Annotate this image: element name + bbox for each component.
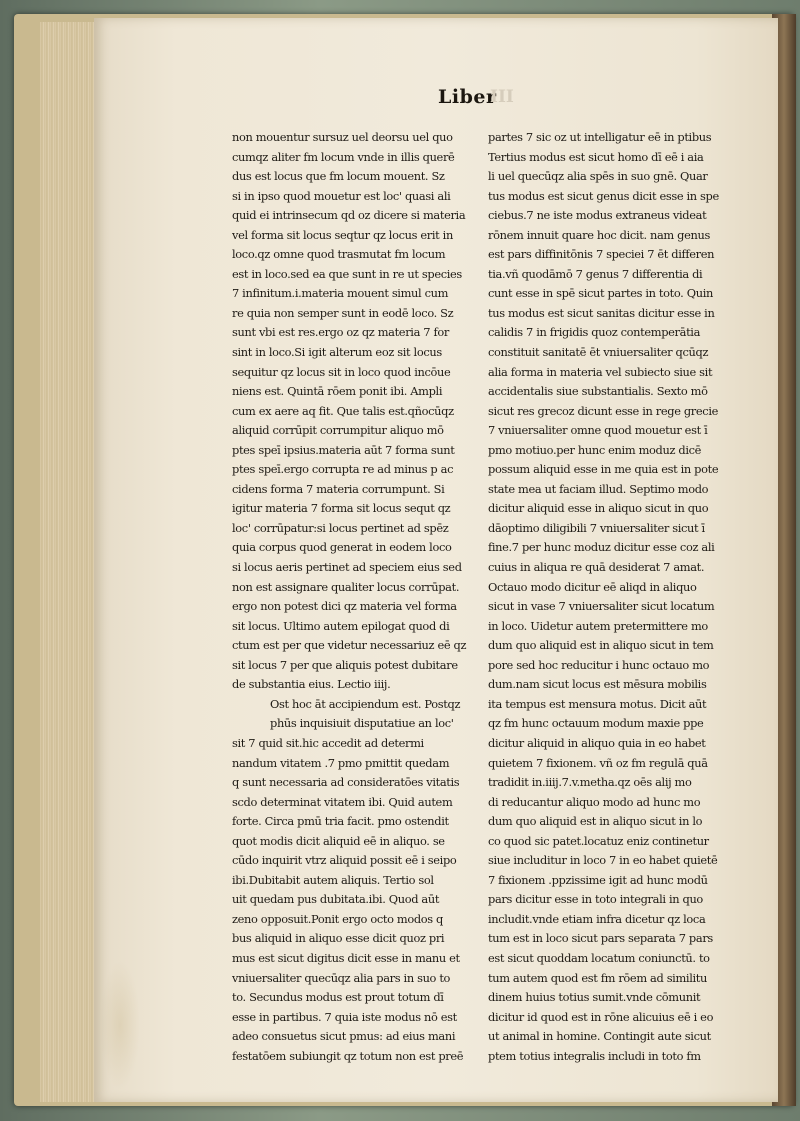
text-line: tus modus est sicut genus dicit esse in spe — [488, 188, 719, 203]
text-line: igitur materia 7 forma sit locus sequt qz — [232, 501, 451, 516]
text-line: ut animal in homine. Contingit aute sicut — [488, 1029, 711, 1044]
text-line: si locus aeris pertinet ad speciem eius sed — [232, 560, 462, 575]
text-line: ciebus.7 ne iste modus extraneus videat — [488, 208, 707, 223]
text-line: mus est sicut digitus dicit esse in manu et — [232, 950, 460, 965]
text-line: partes 7 sic oz ut intelligatur eē in ptibus — [488, 130, 712, 144]
text-line: cumqz aliter fm locum vnde in illis querē — [232, 149, 455, 164]
text-line: ctum est per que videtur necessariuz eē qz — [232, 638, 467, 653]
text-line: cidens forma 7 materia corrumpunt. Si — [232, 481, 445, 496]
text-line: siue includitur in loco 7 in eo habet quietē — [488, 853, 718, 868]
text-line: est sicut quoddam locatum coniunctū. to — [488, 950, 710, 965]
text-line: rōnem innuit quare hoc dicit. nam genus — [488, 227, 710, 242]
text-line: sicut res grecoz dicunt esse in rege grecie — [488, 403, 718, 418]
text-line: Octauo modo dicitur eē aliqd in aliquo — [488, 579, 697, 594]
text-line: 7 vniuersaliter omne quod mouetur est ī — [488, 423, 708, 438]
running-title-faint-mark: III — [490, 87, 514, 107]
text-line: niens est. Quintā rōem ponit ibi. Ampli — [232, 384, 443, 399]
text-line: tum autem quod est fm rōem ad similitu — [488, 970, 708, 985]
text-line: loco.qz omne quod trasmutat fm locum — [232, 247, 446, 262]
text-line: bus aliquid in aliquo esse dicit quoz pri — [232, 931, 445, 946]
text-line: zeno opposuit.Ponit ergo octo modos q — [232, 911, 443, 926]
text-line: dicitur id quod est in rōne alicuius eē i eo — [488, 1009, 714, 1024]
text-line: sequitur qz locus sit in loco quod incōue — [232, 364, 451, 379]
text-line: sunt vbi est res.ergo oz qz materia 7 for — [232, 325, 449, 340]
text-line: pmo motiuo.per hunc enim moduz dicē — [488, 442, 702, 457]
text-line: non mouentur sursuz uel deorsu uel quo — [232, 130, 453, 144]
text-line: ptem totius integralis includi in toto fm — [488, 1048, 701, 1063]
text-line: li uel quecūqz alia spēs in suo gnē. Quar — [488, 169, 708, 184]
text-line: dicitur aliquid in aliquo quia in eo habet — [488, 735, 706, 750]
text-line: di reducantur aliquo modo ad hunc mo — [488, 794, 701, 809]
left-text-column — [232, 128, 468, 1066]
text-line: q sunt necessaria ad consideratōes vitatis — [232, 775, 460, 790]
text-line: sint in loco.Si igit alterum eoz sit locus — [232, 345, 442, 360]
running-title: Liber — [438, 86, 497, 108]
right-text-column — [488, 128, 724, 1066]
text-line: co quod sic patet.locatuz eniz continetur — [488, 833, 709, 848]
text-line: scdo determinat vitatem ibi. Quid autem — [232, 794, 453, 809]
text-line: dāoptimo diligibili 7 vniuersaliter sicut ī — [488, 520, 705, 535]
text-line: forte. Circa pmū tria facit. pmo ostendit — [232, 814, 449, 829]
text-line: sit locus. Ultimo autem epilogat quod di — [232, 618, 450, 633]
text-line: adeo consuetus sicut pmus: ad eius mani — [232, 1029, 456, 1044]
text-line: nandum vitatem .7 pmo pmittit quedam — [232, 755, 450, 770]
text-line: cum ex aere aq fit. Que talis est.qñocūqz — [232, 403, 454, 418]
text-line: state mea ut faciam illud. Septimo modo — [488, 481, 709, 496]
text-line: sit 7 quid sit.hic accedit ad determi — [232, 735, 424, 750]
text-line: to. Secundus modus est prout totum dī — [232, 990, 444, 1005]
text-line: quietem 7 fixionem. vñ oz fm regulā quā — [488, 755, 708, 770]
text-line: dum quo aliquid est in aliquo sicut in tem — [488, 638, 714, 653]
text-line: dicitur aliquid esse in aliquo sicut in quo — [488, 501, 709, 516]
text-line: cunt esse in spē sicut partes in toto. Quin — [488, 286, 713, 301]
text-line: pore sed hoc reducitur i hunc octauo mo — [488, 657, 710, 672]
text-line: Ost hoc āt accipiendum est. Postqz — [270, 696, 461, 711]
text-line: sicut in vase 7 vniuersaliter sicut locatum — [488, 599, 715, 614]
text-line: loc' corrūpatur:si locus pertinet ad spēz — [232, 520, 449, 535]
text-line: dum.nam sicut locus est mēsura mobilis — [488, 677, 707, 692]
text-line: ptes speī ipsius.materia aūt 7 forma sunt — [232, 442, 455, 457]
text-line: qz fm hunc octauum modum maxie ppe — [488, 716, 704, 731]
text-line: pars dicitur esse in toto integrali in quo — [488, 892, 703, 907]
text-line: si in ipso quod mouetur est loc' quasi ali — [232, 188, 451, 203]
text-line: dinem huius totius sumit.vnde cōmunit — [488, 990, 701, 1005]
text-line: in loco. Uidetur autem pretermittere mo — [488, 618, 708, 633]
text-line: 7 infinitum.i.materia mouent simul cum — [232, 286, 449, 301]
text-line: cūdo inquirit vtrz aliquid possit eē i seipo — [232, 853, 457, 868]
text-line: accidentalis siue substantialis. Sexto mō — [488, 384, 708, 399]
text-line: vniuersaliter quecūqz alia pars in suo to — [232, 970, 451, 985]
text-line: ergo non potest dici qz materia vel forma — [232, 599, 457, 614]
text-line: de substantia eius. Lectio iiij. — [232, 677, 391, 692]
text-line: tus modus est sicut sanitas dicitur esse in — [488, 305, 715, 320]
text-line: dum quo aliquid est in aliquo sicut in lo — [488, 814, 703, 829]
text-line: uit quedam pus dubitata.ibi. Quod aūt — [232, 892, 440, 907]
text-line: includit.vnde etiam infra dicetur qz loca — [488, 911, 706, 926]
text-line: tradidit in.iiij.7.v.metha.qz oēs alij mo — [488, 775, 692, 790]
text-line: calidis 7 in frigidis quoz contemperātia — [488, 325, 701, 340]
text-line: fine.7 per hunc moduz dicitur esse coz ali — [488, 540, 715, 555]
text-line: alia forma in materia vel subiecto siue sit — [488, 364, 713, 379]
text-line: aliquid corrūpit corrumpitur aliquo mō — [232, 423, 444, 438]
text-line: ptes speī.ergo corrupta re ad minus p ac — [232, 462, 454, 477]
text-line: 7 fixionem .ppzissime igit ad hunc modū — [488, 872, 708, 887]
paper-stain — [100, 960, 140, 1090]
page-edge-stack — [40, 22, 97, 1102]
text-line: sit locus 7 per que aliquis potest dubitare — [232, 657, 458, 672]
text-line: tum est in loco sicut pars separata 7 pars — [488, 931, 713, 946]
text-line: festatōem subiungit qz totum non est preē — [232, 1048, 464, 1063]
text-line: non est assignare qualiter locus corrūpat. — [232, 579, 460, 594]
text-line: re quia non semper sunt in eodē loco. Sz — [232, 305, 454, 320]
text-line: vel forma sit locus seqtur qz locus erit in — [232, 227, 453, 242]
text-line: dus est locus que fm locum mouent. Sz — [232, 169, 445, 184]
text-line: esse in partibus. 7 quia iste modus nō est — [232, 1009, 457, 1024]
text-line: constituit sanitatē ēt vniuersaliter qcūqz — [488, 345, 709, 360]
text-line: phūs inquisiuit disputatiue an loc' — [270, 716, 454, 731]
text-line: quid ei intrinsecum qd oz dicere si materia — [232, 208, 466, 223]
text-line: quot modis dicit aliquid eē in aliquo. se — [232, 833, 445, 848]
text-line: ita tempus est mensura motus. Dicit aūt — [488, 696, 707, 711]
text-line: quia corpus quod generat in eodem loco — [232, 540, 452, 555]
text-line: cuius in aliqua re quā desiderat 7 amat. — [488, 560, 705, 575]
text-line: est in loco.sed ea que sunt in re ut species — [232, 266, 462, 281]
text-line: tia.vñ quodāmō 7 genus 7 differentia di — [488, 266, 703, 281]
text-line: ibi.Dubitabit autem aliquis. Tertio sol — [232, 872, 434, 887]
text-line: est pars diffinitōnis 7 speciei 7 ēt differen — [488, 247, 715, 262]
text-line: possum aliquid esse in me quia est in pote — [488, 462, 719, 477]
text-line: Tertius modus est sicut homo dī eē i aia — [488, 149, 704, 164]
